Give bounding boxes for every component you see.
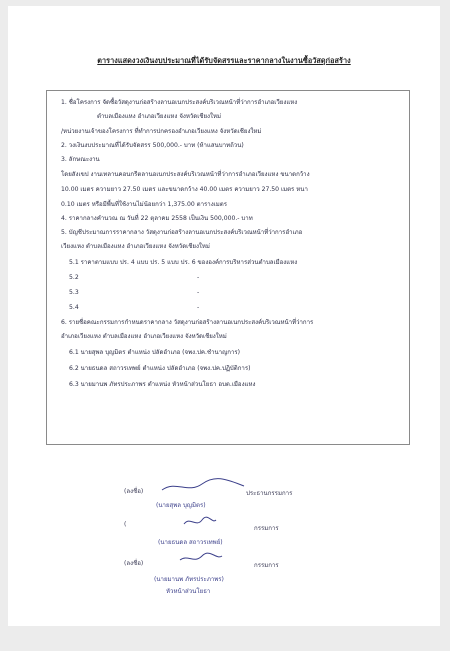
signature-2-role: กรรมการ xyxy=(254,525,279,532)
estimate-location-line: เวียงแหง ตำบลเมืองแหง อำเภอเวียงแหง จังหวัดเชียงใหม่ xyxy=(61,243,210,250)
signature-3-role: กรรมการ xyxy=(254,562,279,569)
signature-1-prefix: (ลงชื่อ) xyxy=(124,488,144,495)
owner-agency-line: /หน่วยงานเจ้าของโครงการ ที่ทำการปกครองอำเภอเวียงแหง จังหวัดเชียงใหม่ xyxy=(61,128,262,135)
committee-member-2: 6.2 นายธนดล สถาวรเทพย์ ตำแหน่ง ปลัดอำเภอ (จพง.ปค.ปฏิบัติการ) xyxy=(69,365,251,372)
item-5-3-dash: - xyxy=(197,289,200,296)
reference-price-line: 4. ราคากลางคำนวณ ณ วันที่ 22 ตุลาคม 2558 เป็นเงิน 500,000.- บาท xyxy=(61,215,253,222)
item-5-3-label: 5.3 xyxy=(69,289,79,296)
signature-3-title: หัวหน้าส่วนโยธา xyxy=(166,588,211,595)
signature-2-mark xyxy=(180,514,220,530)
committee-line: 6. รายชื่อคณะกรรมการกำหนดราคากลาง วัสดุงานก่อสร้างลานอเนกประสงค์บริเวณหน้าที่ว่าการ xyxy=(61,319,314,326)
signature-1-role: ประธานกรรมการ xyxy=(246,490,293,497)
signature-3-name: (นายมานพ ภัทรประภาพร) xyxy=(154,576,224,583)
page-title: ตารางแสดงวงเงินงบประมาณที่ได้รับจัดสรรและราคากลางในงานซื้อวัสดุก่อสร้าง xyxy=(97,56,351,65)
document-page xyxy=(8,6,440,626)
item-5-3 xyxy=(69,289,200,297)
committee-member-3: 6.3 นายมานพ ภัทรประภาพร ตำแหน่ง หัวหน้าส่วนโยธา อบต.เมืองแหง xyxy=(69,381,256,388)
work-summary-line: โดยสังเขป งานเทลานคอนกรีตลานอเนกประสงค์บริเวณหน้าที่ว่าการอำเภอเวียงแหง ขนาดกว้าง xyxy=(61,171,310,178)
signature-2-name: (นายธนดล สถาวรเทพย์) xyxy=(158,539,223,546)
committee-member-1: 6.1 นายสุพล บุญมิตร ตำแหน่ง ปลัดอำเภอ (จพง.ปค.ชำนาญการ) xyxy=(69,349,241,356)
item-5-2-dash: - xyxy=(197,274,200,281)
work-dimensions-line: 10.00 เมตร ความยาว 27.50 เมตร และขนาดกว้าง 40.00 เมตร ความยาว 27.50 เมตร หนา xyxy=(61,186,308,193)
details-box xyxy=(46,90,410,445)
signature-1-name: (นายสุพล บุญมิตร) xyxy=(156,502,206,509)
item-5-2 xyxy=(69,274,200,282)
signature-3-mark xyxy=(176,550,226,566)
budget-line: 2. วงเงินงบประมาณที่ได้รับจัดสรร 500,000.- บาท (ห้าแสนบาทถ้วน) xyxy=(61,142,244,149)
signature-1-mark xyxy=(158,476,248,496)
item-5-1: 5.1 ราคาตามแบบ ปร. 4 แบบ ปร. 5 แบบ ปร. 6 ขององค์การบริหารส่วนตำบลเมืองแหง xyxy=(69,259,298,266)
work-area-line: 0.10 เมตร หรือมีพื้นที่ใช้งานไม่น้อยกว่า 1,375.00 ตารางเมตร xyxy=(61,201,228,208)
project-location-line: ตำบลเมืองแหง อำเภอเวียงแหง จังหวัดเชียงใหม่ xyxy=(97,113,222,120)
item-5-4 xyxy=(69,304,200,312)
project-name-line: 1. ชื่อโครงการ จัดซื้อวัสดุงานก่อสร้างลานอเนกประสงค์บริเวณหน้าที่ว่าการอำเภอเวียงแหง xyxy=(61,99,298,106)
signature-3-prefix: (ลงชื่อ) xyxy=(124,560,144,567)
work-type-label: 3. ลักษณะงาน xyxy=(61,156,100,163)
item-5-4-label: 5.4 xyxy=(69,304,79,311)
signature-2-prefix: ( xyxy=(124,521,127,528)
committee-location-line: อำเภอเวียงแหง ตำบลเมืองแหง อำเภอเวียงแหง จังหวัดเชียงใหม่ xyxy=(61,333,227,340)
item-5-4-dash: - xyxy=(197,304,200,311)
item-5-2-label: 5.2 xyxy=(69,274,79,281)
estimate-list-line: 5. บัญชีประมาณการราคากลาง วัสดุงานก่อสร้างลานอเนกประสงค์บริเวณหน้าที่ว่าการอำเภอ xyxy=(61,229,303,236)
